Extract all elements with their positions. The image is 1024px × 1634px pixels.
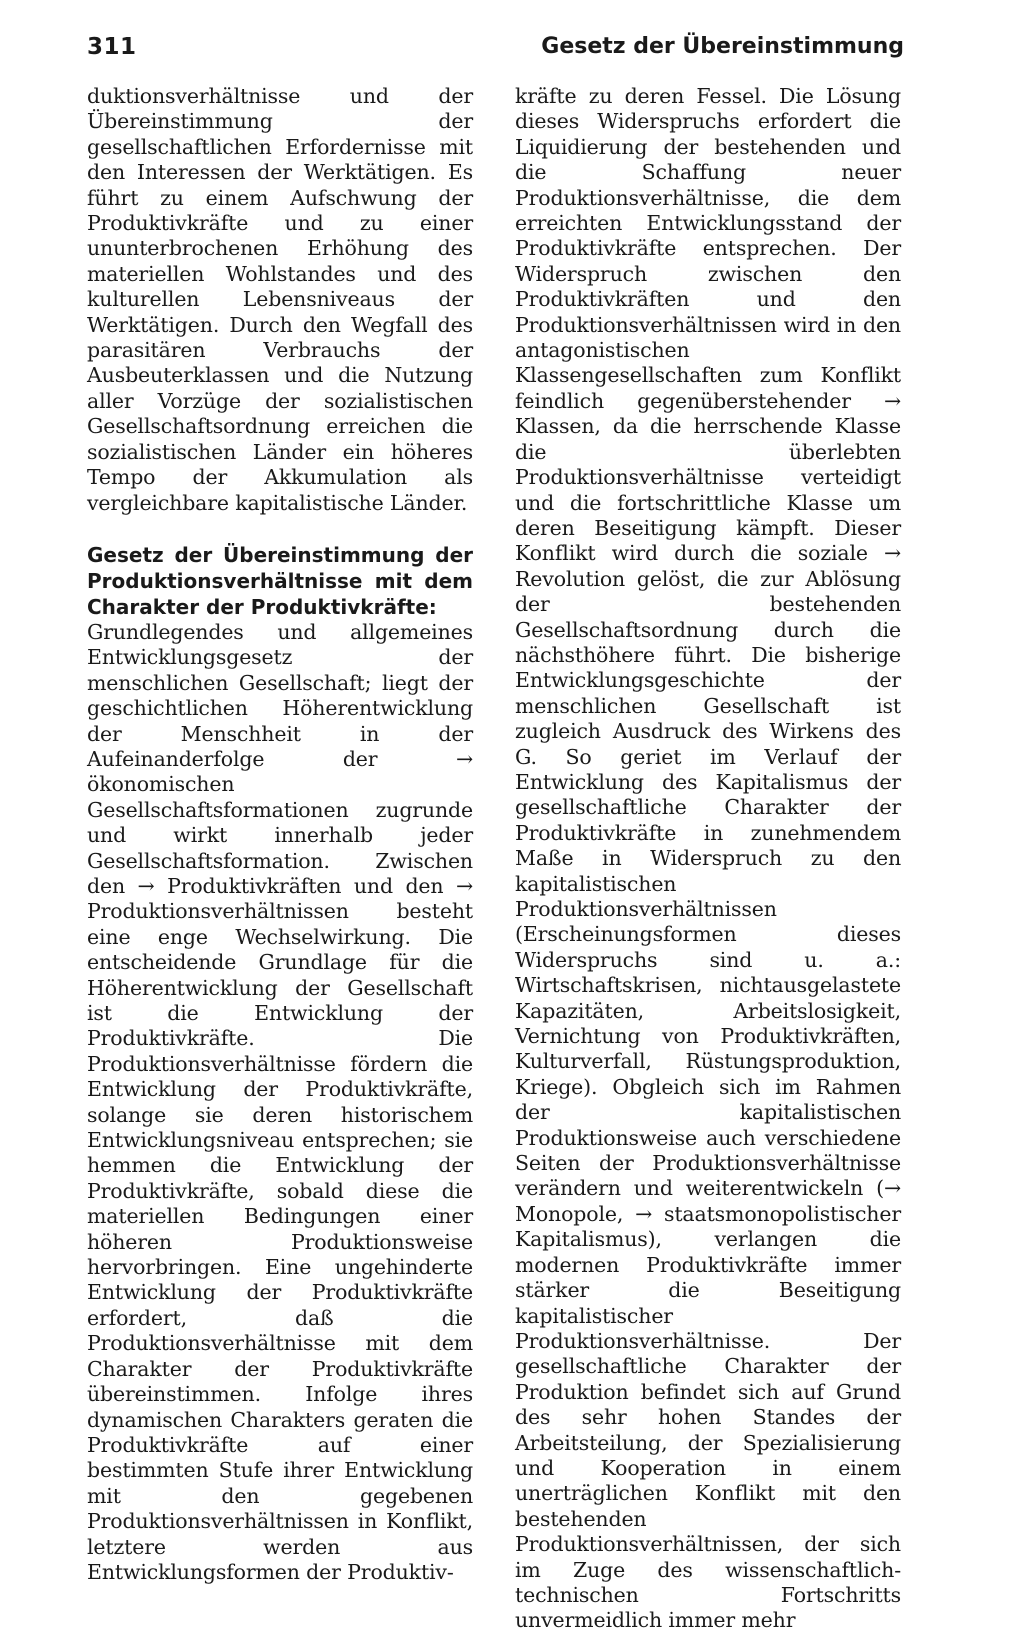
page-number: 311 <box>87 34 137 60</box>
right-column <box>515 84 901 1634</box>
left-paragraph-continuation: duktionsverhältnisse und der Übereinstimmung der gesellschaftlichen Erfordernisse mit den Interessen der Werktätigen. Es führt zu einem Aufschwung der Produktivkräfte und zu einer ununterbrochenen Erhöhung des materiellen Wohlstandes und des kulturellen Lebensniveaus der Werktätigen. Durch den Wegfall des parasitären Verbrauchs der Ausbeuterklassen und die Nutzung aller Vorzüge der sozialistischen Gesellschaftsordnung erreichen die sozialistischen Länder ein höheres Tempo der Akkumulation als vergleichbare kapitalistische Länder. <box>87 84 473 515</box>
right-paragraph: kräfte zu deren Fessel. Die Lösung dieses Widerspruchs erfordert die Liquidierung der bestehenden und die Schaffung neuer Produktionsverhältnisse, die dem erreichten Entwicklungsstand der Produktivkräfte entsprechen. Der Widerspruch zwischen den Produktivkräften und den Produktionsverhältnissen wird in den antagonistischen Klassengesellschaften zum Konflikt feindlich gegenüberstehender → Klassen, da die herrschende Klasse die überlebten Produktionsverhältnisse verteidigt und die fortschrittliche Klasse um deren Beseitigung kämpft. Dieser Konflikt wird durch die soziale → Revolution gelöst, die zur Ablösung der bestehenden Gesellschaftsordnung durch die nächsthöhere führt. Die bisherige Entwicklungsgeschichte der menschlichen Gesellschaft ist zugleich Ausdruck des Wirkens des G. So geriet im Verlauf der Entwicklung des Kapitalismus der gesellschaftliche Charakter der Produktivkräfte in zunehmendem Maße in Widerspruch zu den kapitalistischen Produktionsverhältnissen (Erscheinungsformen dieses Widerspruchs sind u. a.: Wirtschaftskrisen, nichtausgelastete Kapazitäten, Arbeitslosigkeit, Vernichtung von Produktivkräften, Kulturverfall, Rüstungsproduktion, Kriege). Obgleich sich im Rahmen der kapitalistischen Produktionsweise auch verschiedene Seiten der Produktionsverhältnisse verändern und weiterentwickeln (→ Monopole, → staatsmonopolistischer Kapitalismus), verlangen die modernen Produktivkräfte immer stärker die Beseitigung kapitalistischer Produktionsverhältnisse. Der gesellschaftliche Charakter der Produktion befindet sich auf Grund des sehr hohen Standes der Arbeitsteilung, der Spezialisierung und Kooperation in einem unerträglichen Konflikt mit den bestehenden Produktionsverhältnissen, der sich im Zuge des wissenschaftlich-technischen Fortschritts unvermeidlich immer mehr <box>515 84 901 1633</box>
running-head: Gesetz der Übereinstimmung <box>541 34 904 59</box>
left-column <box>87 84 473 1585</box>
entry-body: Grundlegendes und allgemeines Entwicklungsgesetz der menschlichen Gesellschaft; liegt der geschichtlichen Höherentwicklung der Menschheit in der Aufeinanderfolge der → ökonomischen Gesellschaftsformationen zugrunde und wirkt innerhalb jeder Gesellschaftsformation. Zwischen den → Produktivkräften und den → Produktionsverhältnissen besteht eine enge Wechselwirkung. Die entscheidende Grundlage für die Höherentwicklung der Gesellschaft ist die Entwicklung der Produktivkräfte. Die Produktionsverhältnisse fördern die Entwicklung der Produktivkräfte, solange sie deren historischem Entwicklungsniveau entsprechen; sie hemmen die Entwicklung der Produktivkräfte, sobald diese die materiellen Bedingungen einer höheren Produktionsweise hervorbringen. Eine ungehinderte Entwicklung der Produktivkräfte erfordert, daß die Produktionsverhältnisse mit dem Charakter der Produktivkräfte übereinstimmen. Infolge ihres dynamischen Charakters geraten die Produktivkräfte auf einer bestimmten Stufe ihrer Entwicklung mit den gegebenen Produktionsverhältnissen in Konflikt, letztere werden aus Entwicklungsformen der Produktiv- <box>87 619 473 1584</box>
entry-heading: Gesetz der Übereinstimmung der Produktionsverhältnisse mit dem Charakter der Produktivkräfte: <box>87 542 473 619</box>
